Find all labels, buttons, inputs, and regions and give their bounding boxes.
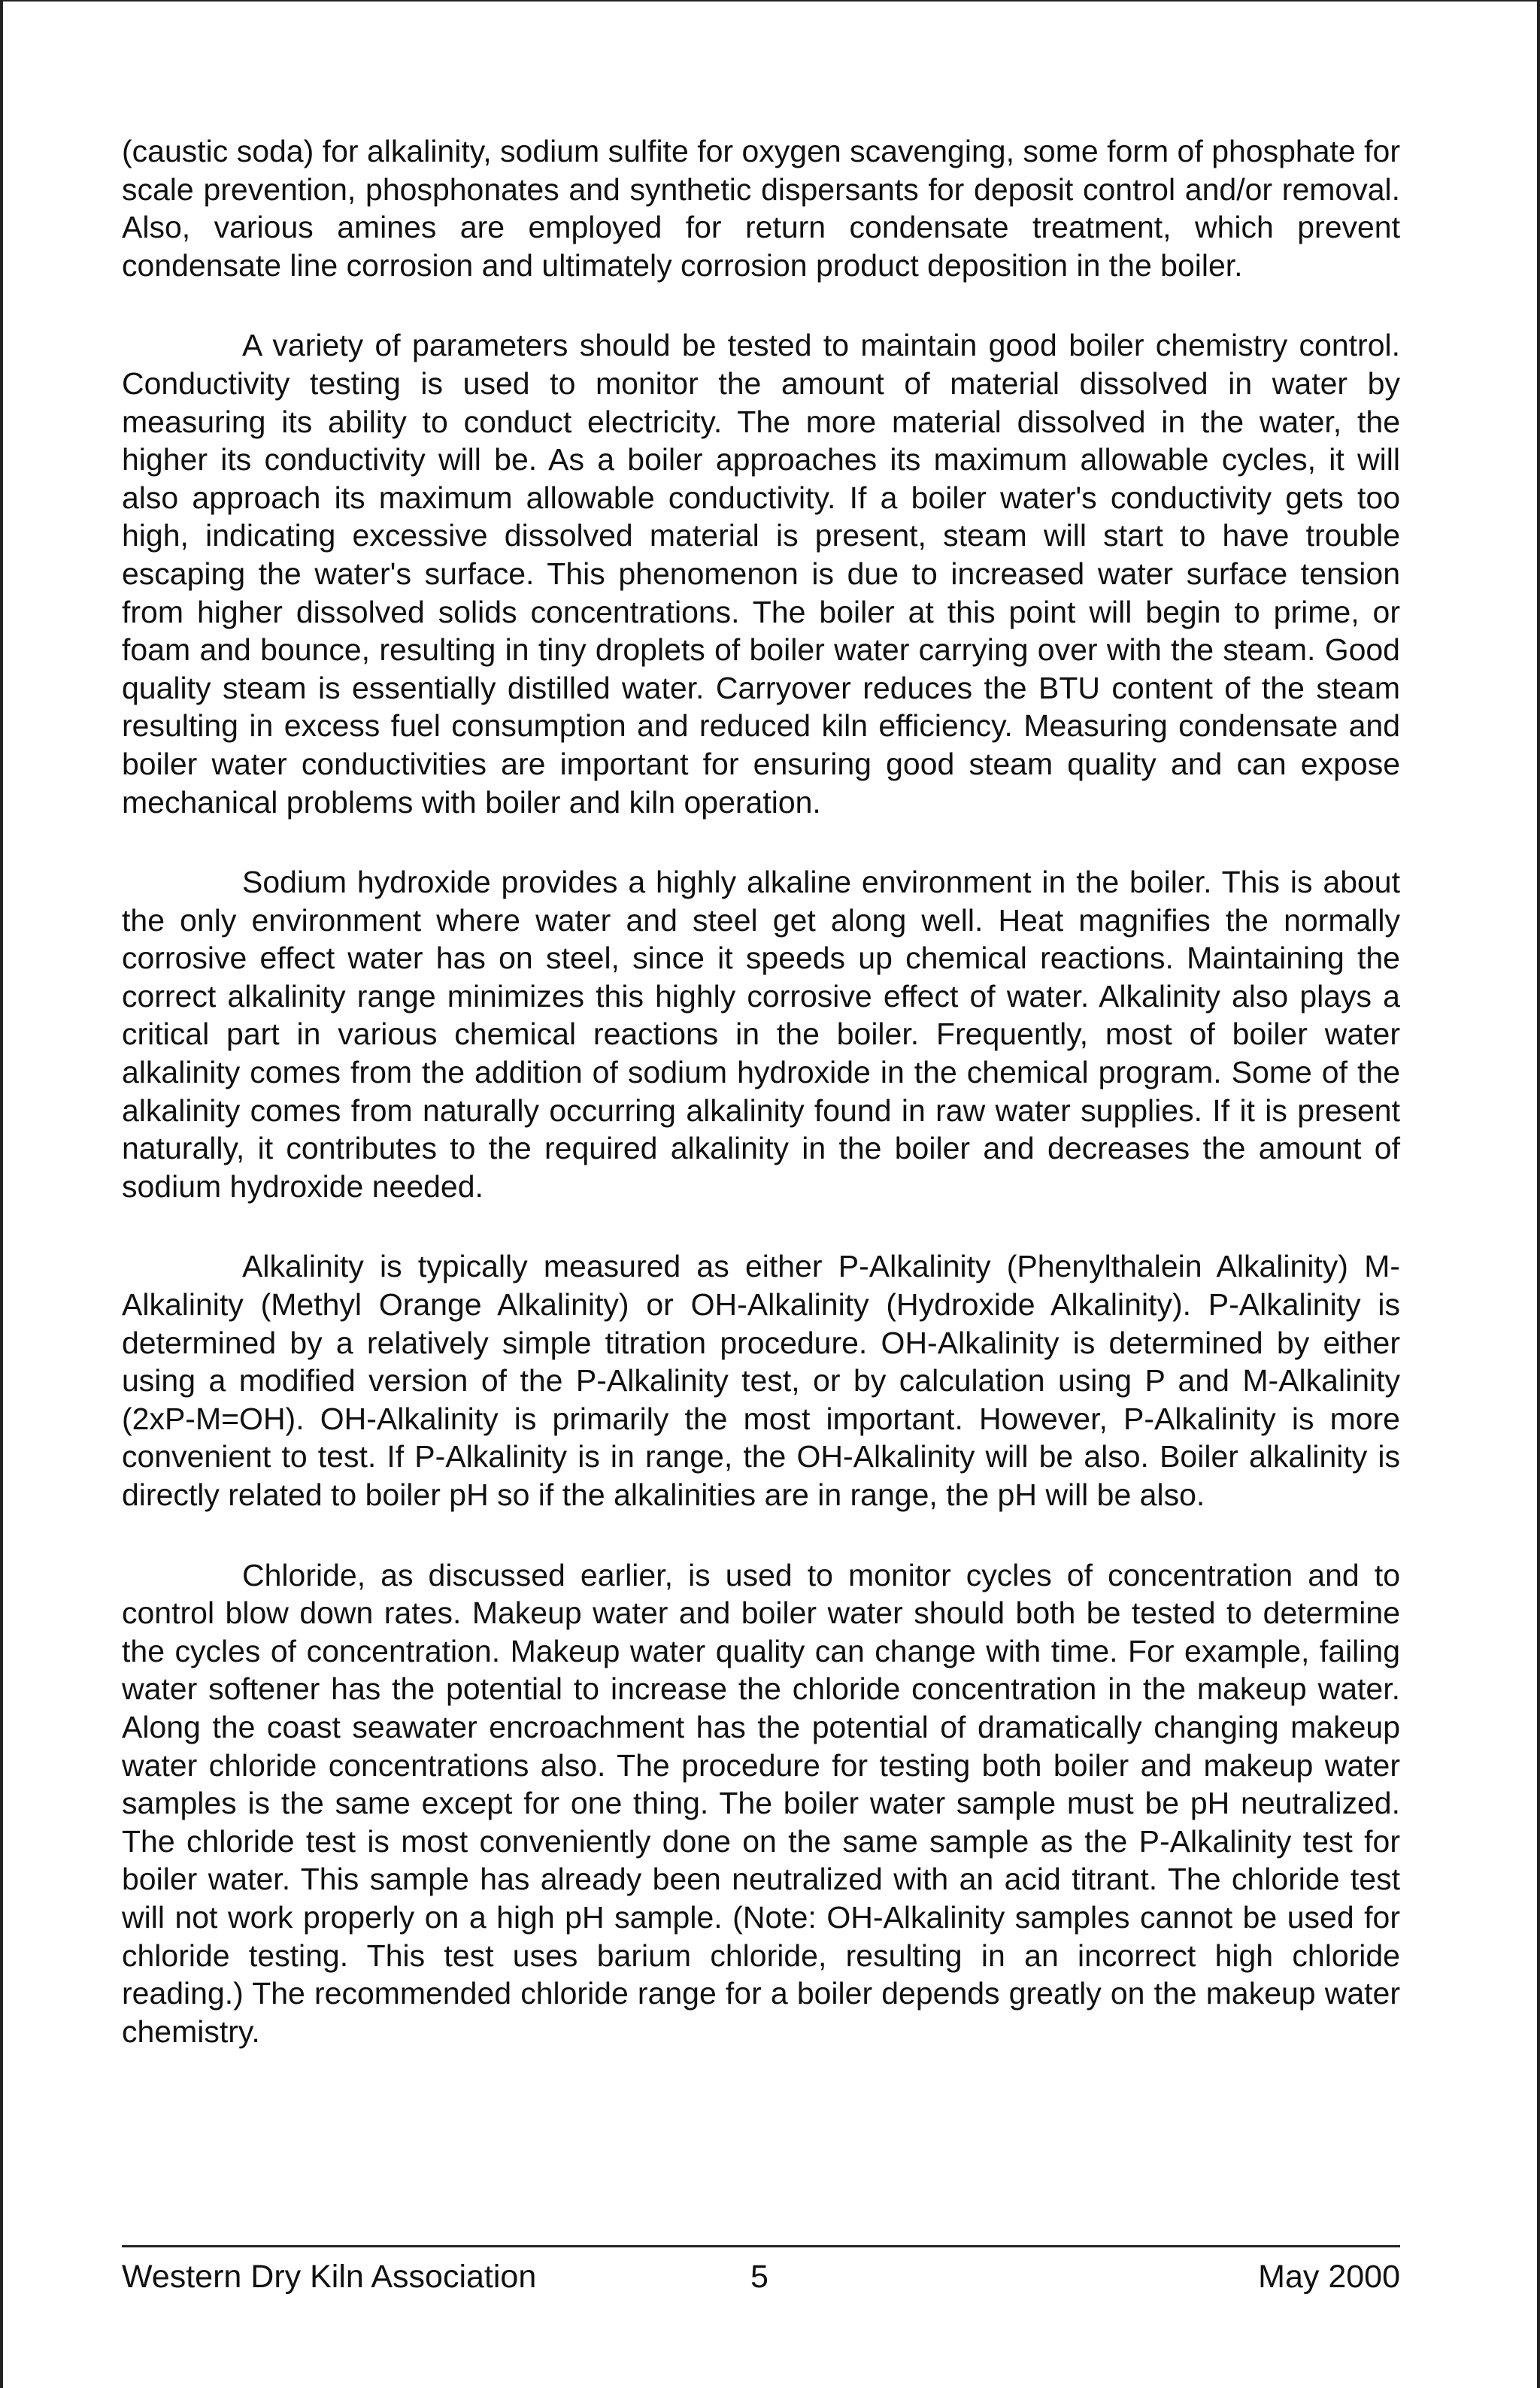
document-body bbox=[122, 132, 1400, 2050]
paragraph: Sodium hydroxide provides a highly alkaline environment in the boiler. This is about the only environment where water and steel get along well. Heat magnifies the normally corrosive effect water has on steel, since it speeds up chemical reactions. Maintaining the correct alkalinity range minimizes this highly corrosive effect of water. Alkalinity also plays a critical part in various chemical reactions in the boiler. Frequently, most of boiler water alkalinity comes from the addition of sodium hydroxide in the chemical program. Some of the alkalinity comes from naturally occurring alkalinity found in raw water supplies. If it is present naturally, it contributes to the required alkalinity in the boiler and decreases the amount of sodium hydroxide needed. bbox=[122, 865, 1400, 1204]
footer-date: May 2000 bbox=[1258, 2259, 1400, 2295]
footer-rule bbox=[122, 2245, 1400, 2247]
footer-page-number: 5 bbox=[750, 2259, 768, 2295]
page-footer bbox=[122, 2256, 1400, 2298]
paragraph: Alkalinity is typically measured as either P-Alkalinity (Phenylthalein Alkalinity) M-Alkalinity (Methyl Orange Alkalinity) or OH-Alkalinity (Hydroxide Alkalinity). P-Alkalinity is determined by a relatively simple titration procedure. OH-Alkalinity is determined by either using a modified version of the P-Alkalinity test, or by calculation using P and M-Alkalinity (2xP-M=OH). OH-Alkalinity is primarily the most important. However, P-Alkalinity is more convenient to test. If P-Alkalinity is in range, the OH-Alkalinity will be also. Boiler alkalinity is directly related to boiler pH so if the alkalinities are in range, the pH will be also. bbox=[122, 1249, 1400, 1512]
paragraph: Chloride, as discussed earlier, is used to monitor cycles of concentration and to control blow down rates. Makeup water and boiler water should both be tested to determine the cycles of concentration. Makeup water quality can change with time. For example, failing water softener has the potential to increase the chloride concentration in the makeup water. Along the coast seawater encroachment has the potential of dramatically changing makeup water chloride concentrations also. The procedure for testing both boiler and makeup water samples is the same except for one thing. The boiler water sample must be pH neutralized. The chloride test is most conveniently done on the same sample as the P-Alkalinity test for boiler water. This sample has already been neutralized with an acid titrant. The chloride test will not work properly on a high pH sample. (Note: OH-Alkalinity samples cannot be used for chloride testing. This test uses barium chloride, resulting in an incorrect high chloride reading.) The recommended chloride range for a boiler depends greatly on the makeup water chemistry. bbox=[122, 1557, 1400, 2049]
footer-organization: Western Dry Kiln Association bbox=[122, 2259, 537, 2295]
paragraph: A variety of parameters should be tested to maintain good boiler chemistry control. Conductivity testing is used to monitor the amount of material dissolved in water by measuring its ability to conduct electricity. The more material dissolved in the water, the higher its conductivity will be. As a boiler approaches its maximum allowable cycles, it will also approach its maximum allowable conductivity. If a boiler water's conductivity gets too high, indicating excessive dissolved material is present, steam will start to have trouble escaping the water's surface. This phenomenon is due to increased water surface tension from higher dissolved solids concentrations. The boiler at this point will begin to prime, or foam and bounce, resulting in tiny droplets of boiler water carrying over with the steam. Good quality steam is essentially distilled water. Carryover reduces the BTU content of the steam resulting in excess fuel consumption and reduced kiln efficiency. Measuring condensate and boiler water conductivities are important for ensuring good steam quality and can expose mechanical problems with boiler and kiln operation. bbox=[122, 328, 1400, 820]
paragraph: (caustic soda) for alkalinity, sodium sulfite for oxygen scavenging, some form of phosphate for scale prevention, phosphonates and synthetic dispersants for deposit control and/or removal. Also, various amines are employed for return condensate treatment, which prevent condensate line corrosion and ultimately corrosion product deposition in the boiler. bbox=[122, 134, 1400, 283]
